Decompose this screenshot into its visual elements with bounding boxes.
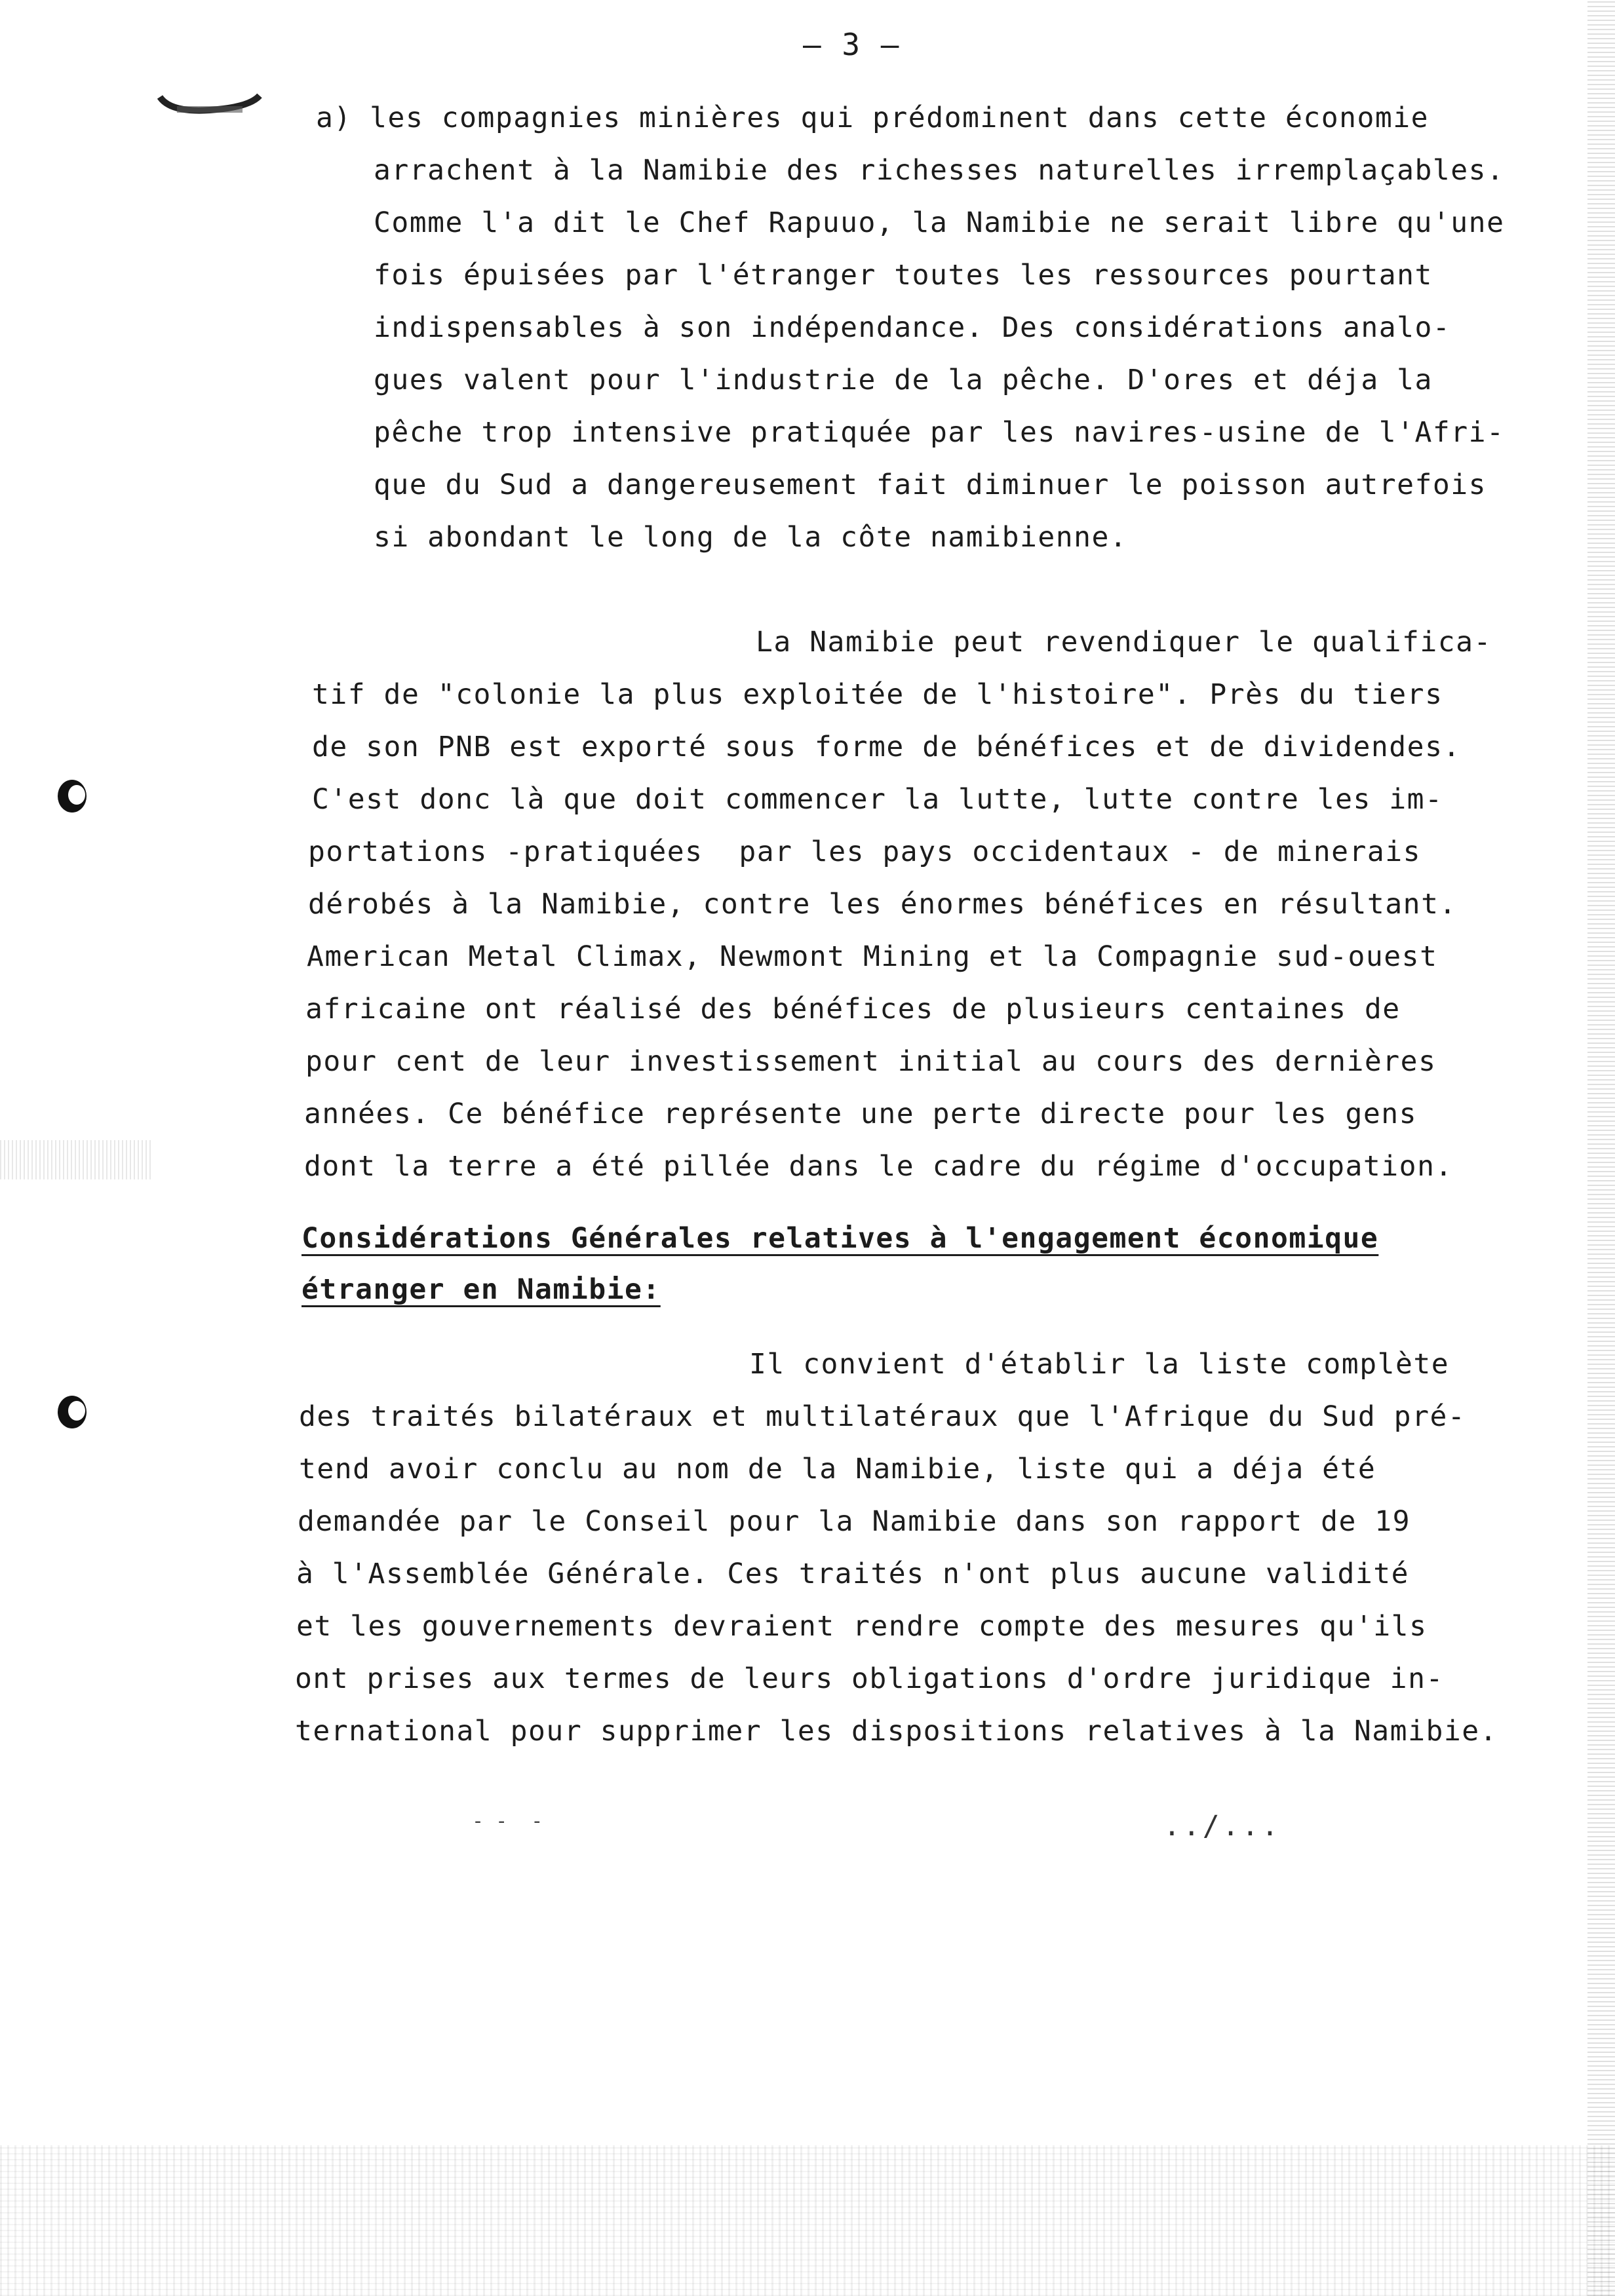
heading-line: Considérations Générales relatives à l'engagement économique — [302, 1222, 1379, 1255]
text-line: dont la terre a été pillée dans le cadre du régime d'occupation. — [304, 1150, 1453, 1183]
text-line: pour cent de leur investissement initial au cours des dernières — [305, 1045, 1437, 1078]
text-line: des traités bilatéraux et multilatéraux que l'Afrique du Sud pré- — [299, 1400, 1466, 1433]
page-number: – 3 – — [803, 27, 901, 62]
text-line: pêche trop intensive pratiquée par les navires-usine de l'Afri- — [374, 416, 1505, 449]
staple-mark — [157, 93, 262, 119]
heading-line: étranger en Namibie: — [302, 1273, 661, 1306]
text-line: demandée par le Conseil pour la Namibie dans son rapport de 19 — [298, 1505, 1411, 1538]
text-line: années. Ce bénéfice représente une perte directe pour les gens — [304, 1098, 1418, 1130]
text-line: Il convient d'établir la liste complète — [749, 1348, 1450, 1381]
text-line: africaine ont réalisé des bénéfices de plusieurs centaines de — [305, 993, 1401, 1025]
text-line: La Namibie peut revendiquer le qualifica- — [756, 626, 1492, 659]
text-line: American Metal Climax, Newmont Mining et la Compagnie sud-ouest — [307, 940, 1438, 973]
text-line: portations -pratiquées par les pays occidentaux - de minerais — [308, 835, 1422, 868]
text-line: C'est donc là que doit commencer la lutte, lutte contre les im- — [312, 783, 1443, 816]
text-line: ternational pour supprimer les dispositions relatives à la Namibie. — [295, 1715, 1498, 1748]
text-line: tif de "colonie la plus exploitée de l'histoire". Près du tiers — [312, 678, 1443, 711]
text-line: gues valent pour l'industrie de la pêche. D'ores et déja la — [374, 364, 1433, 396]
scan-noise-right — [1587, 0, 1615, 2296]
punch-hole-upper — [58, 780, 87, 813]
text-line: arrachent à la Namibie des richesses naturelles irremplaçables. — [374, 154, 1505, 187]
text-line: si abondant le long de la côte namibienne. — [374, 521, 1128, 554]
text-line: dérobés à la Namibie, contre les énormes bénéfices en résultant. — [308, 888, 1457, 921]
scan-noise-bottom — [0, 2145, 1615, 2296]
text-line: fois épuisées par l'étranger toutes les ressources pourtant — [374, 259, 1433, 292]
text-line: que du Sud a dangereusement fait diminuer le poisson autrefois — [374, 469, 1487, 501]
text-line: indispensables à son indépendance. Des considérations analo- — [374, 311, 1451, 344]
text-line: à l'Assemblée Générale. Ces traités n'ont plus aucune validité — [296, 1558, 1410, 1590]
text-line: de son PNB est exporté sous forme de bénéfices et de dividendes. — [312, 731, 1461, 763]
text-line: tend avoir conclu au nom de la Namibie, liste qui a déja été — [299, 1453, 1376, 1485]
scan-noise-left — [0, 1140, 151, 1179]
text-line: Comme l'a dit le Chef Rapuuo, la Namibie ne serait libre qu'une — [374, 206, 1505, 239]
text-line: a) les compagnies minières qui prédominent dans cette économie — [316, 102, 1430, 134]
text-line: ont prises aux termes de leurs obligations d'ordre juridique in- — [295, 1662, 1444, 1695]
stray-mark: - - - — [472, 1810, 543, 1833]
continuation-marker: ../... — [1163, 1810, 1281, 1843]
punch-hole-lower — [58, 1396, 87, 1428]
text-line: et les gouvernements devraient rendre compte des mesures qu'ils — [296, 1610, 1428, 1643]
